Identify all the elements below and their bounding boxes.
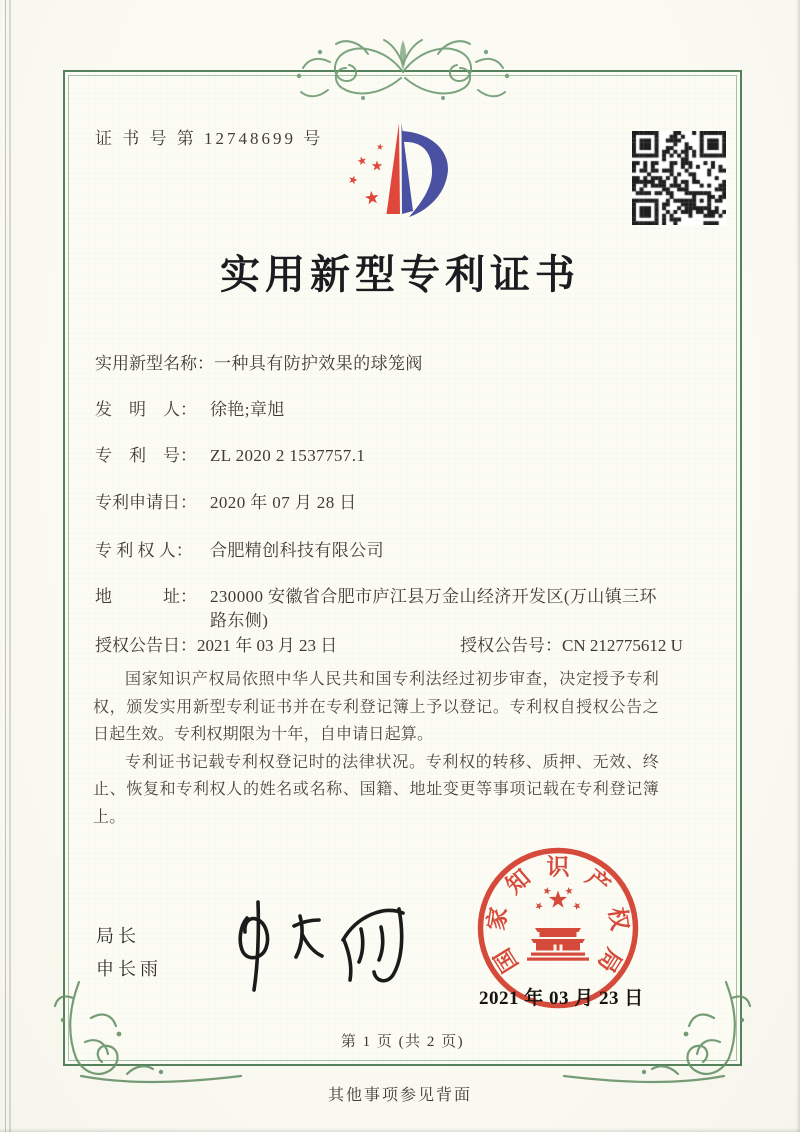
star-icon	[543, 887, 550, 895]
field-utility-model-name	[95, 352, 657, 376]
scan-edge-line	[9, 0, 11, 1132]
grant-date-value: 2021 年 03 月 23 日	[197, 636, 338, 655]
grant-number-value: CN 212775612 U	[562, 636, 683, 655]
field-inventor	[95, 398, 657, 422]
back-side-note: 其他事项参见背面	[327, 1087, 472, 1104]
seal-character: 国	[489, 943, 523, 977]
field-value: 230000 安徽省合肥市庐江县万金山经济开发区(万山镇三环路东侧)	[210, 587, 657, 630]
field-label: 专利申请日：	[95, 493, 197, 512]
field-address	[95, 585, 657, 633]
star-icon	[573, 902, 580, 910]
star-icon	[536, 902, 543, 910]
field-value: 徐艳;章旭	[210, 400, 285, 419]
legal-paragraph-1: 国家知识产权局依照中华人民共和国专利法经过初步审查，决定授予专利权，颁发实用新型专利证书并在专利登记簿上予以登记。专利权自授权公告之日起生效。专利权期限为十年，自申请日起算。	[93, 671, 659, 743]
seal-character: 权	[604, 905, 633, 933]
certificate-title: 实用新型专利证书	[220, 252, 580, 297]
grant-date-pair	[95, 636, 337, 655]
star-icon	[349, 176, 357, 185]
field-value: 一种具有防护效果的球笼阀	[214, 354, 423, 373]
seal-character: 局	[593, 943, 627, 977]
star-icon	[565, 887, 572, 895]
signer-name: 申长雨	[96, 959, 162, 979]
cnipa-logo-icon	[330, 110, 460, 222]
field-patent-number	[95, 444, 657, 468]
scan-edge-shadow	[796, 0, 800, 1132]
top-flourish-ornament	[268, 24, 538, 120]
field-filing-date	[95, 491, 657, 515]
star-icon	[549, 891, 567, 908]
field-label: 发 明 人：	[95, 400, 197, 419]
field-label: 专 利 号：	[95, 446, 197, 465]
star-icon	[372, 160, 383, 170]
seal-date: 2021 年 03 月 23 日	[479, 988, 644, 1009]
seal-character: 产	[580, 864, 615, 899]
signer-title: 局长	[96, 926, 140, 946]
field-value: ZL 2020 2 1537757.1	[210, 446, 366, 465]
page-number: 第 1 页 (共 2 页)	[340, 1034, 465, 1050]
grant-announcement-row	[95, 634, 725, 658]
field-label: 地 址：	[95, 587, 197, 606]
field-label: 实用新型名称：	[95, 354, 214, 373]
scan-edge-shadow	[0, 1128, 800, 1132]
legal-paragraph-2: 专利证书记载专利权登记时的法律状况。专利权的转移、质押、无效、终止、恢复和专利权人的姓名或名称、国籍、地址变更等事项记载在专利登记簿上。	[93, 753, 659, 826]
legal-text	[93, 666, 659, 831]
field-label: 专 利 权 人：	[95, 541, 193, 560]
field-value: 合肥精创科技有限公司	[210, 541, 384, 560]
grant-number-pair	[460, 634, 683, 658]
seal-character: 知	[501, 864, 536, 899]
grant-date-label: 授权公告日：	[95, 636, 197, 655]
seal-character: 家	[483, 905, 512, 933]
star-icon	[357, 157, 365, 166]
certificate-number: 证 书 号 第 12748699 号	[95, 129, 324, 148]
seal-character: 识	[546, 854, 570, 880]
star-icon	[377, 144, 383, 150]
field-patentee	[95, 539, 657, 563]
field-value: 2020 年 07 月 28 日	[210, 493, 357, 512]
national-emblem-icon	[527, 887, 589, 961]
logo-shapes	[349, 123, 448, 217]
qr-code	[632, 131, 726, 225]
scan-edge-line	[5, 0, 6, 1132]
star-icon	[365, 191, 379, 204]
signature-shen-changyu	[225, 882, 425, 994]
grant-number-label: 授权公告号：	[460, 636, 562, 655]
